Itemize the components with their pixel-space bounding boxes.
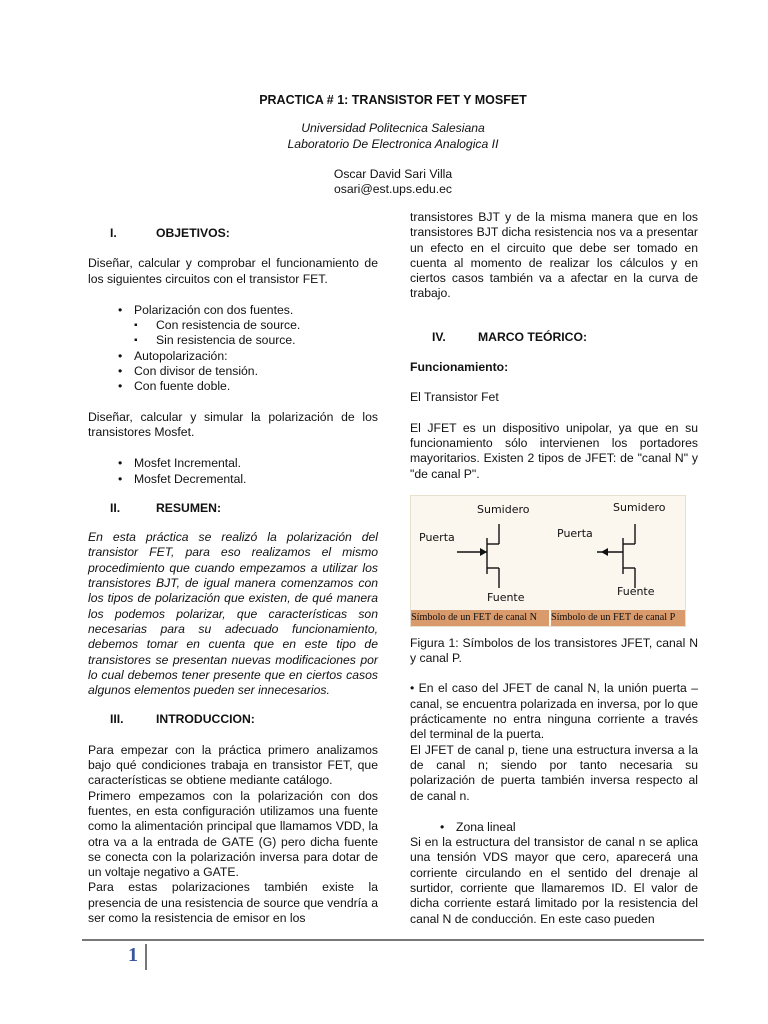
objetivos-paragraph: Diseñar, calcular y comprobar el funcionamiento de los siguientes circuitos con el transistor FET. <box>88 256 378 286</box>
label-sumidero-p: Sumidero <box>613 500 666 514</box>
subheading-transistor-fet: El Transistor Fet <box>410 390 499 405</box>
list-item: ▪ Con resistencia de source. <box>88 318 378 333</box>
left-column <box>88 210 378 926</box>
label-puerta-p: Puerta <box>557 526 593 540</box>
author-name: Oscar David Sari Villa <box>333 167 453 181</box>
jfet-symbols-drawing <box>411 496 685 626</box>
zona-lineal-paragraph: Si en la estructura del transistor de canal n se aplica una tensión VDS mayor que cero, aparecerá una corriente circulando en el sentido del drenaje al surtidor, corriente que llamaremos ID. El valor de dicha corriente estará limitado por la resistencia del canal N de conducción. En este caso pueden <box>410 835 698 926</box>
section-number: III. <box>110 712 124 727</box>
list-item: • Polarización con dos fuentes. <box>88 303 378 318</box>
arrow-icon <box>601 548 608 556</box>
figure-caption: Figura 1: Símbolos de los transistores JFET, canal N y canal P. <box>410 635 698 666</box>
intro-paragraph-3: Para estas polarizaciones también existe la presencia de una resistencia de source que vendría a ser como la resistencia de emisor en los <box>88 880 378 925</box>
label-puerta-n: Puerta <box>419 530 455 544</box>
section-title: INTRODUCCION: <box>156 712 255 727</box>
figure-caption-p: Símbolo de un FET de canal P <box>551 610 685 626</box>
label-fuente-n: Fuente <box>487 590 525 604</box>
label-fuente-p: Fuente <box>617 584 655 598</box>
subheading-funcionamiento: Funcionamiento: <box>410 360 509 375</box>
zona-list <box>410 820 698 835</box>
university-name: Universidad Politecnica Salesiana <box>301 121 485 135</box>
section-heading-resumen <box>88 501 378 516</box>
list-item: • Zona lineal <box>410 820 698 835</box>
section-heading-introduccion <box>88 712 378 727</box>
section-number: IV. <box>432 329 446 344</box>
list-item: • Con divisor de tensión. <box>88 364 378 379</box>
section-title: OBJETIVOS: <box>156 226 230 240</box>
section-title: MARCO TEÓRICO: <box>478 329 588 344</box>
list-item: • Mosfet Decremental. <box>88 472 378 487</box>
section-number: I. <box>110 226 117 240</box>
label-sumidero-n: Sumidero <box>477 502 530 516</box>
section-number: II. <box>110 500 121 515</box>
jfet-p-channel-symbol <box>597 524 635 588</box>
list-item: • Autopolarización: <box>88 349 378 364</box>
page-number: 1 <box>128 944 138 966</box>
list-item: • Mosfet Incremental. <box>88 456 378 471</box>
mosfet-paragraph: Diseñar, calcular y simular la polarización de los transistores Mosfet. <box>88 409 378 439</box>
canal-n-paragraph: • En el caso del JFET de canal N, la unión puerta – canal, se encuentra polarizada en inversa, por lo que prácticamente no entra ninguna corriente a través del terminal de la puerta. <box>410 681 698 742</box>
document-title: PRACTICA # 1: TRANSISTOR FET Y MOSFET <box>259 93 527 107</box>
jfet-symbols-figure <box>410 495 686 627</box>
resumen-paragraph: En esta práctica se realizó la polarización del transistor FET, para eso realizamos el mismo procedimiento que cuando empezamos a utilizar los transistores BJT, de igual manera comenzamos con los tipos de polarización que existen, de qué manera los podemos polarizar, que características son necesarias para su adecuado funcionamiento, debemos tomar en cuenta que en este tipo de transistores se presentan nuevas modificaciones por lo cual debemos tener presente que en ciertos casos algunos elementos pueden ser innecesarios. <box>88 530 378 698</box>
author-email: osari@est.ups.edu.ec <box>333 182 453 196</box>
intro-paragraph-1: Para empezar con la práctica primero analizamos bajo qué condiciones trabaja en transistor FET, que características se obtiene mediante catálogo. <box>88 742 378 788</box>
objetivos-list <box>88 303 378 395</box>
mosfet-list <box>88 456 378 487</box>
lab-name: Laboratorio De Electronica Analogica II <box>287 137 499 151</box>
figure-caption-n: Símbolo de un FET de canal N <box>411 610 549 626</box>
section-heading-marco-teorico <box>410 330 698 345</box>
footer-divider <box>82 939 704 941</box>
jfet-paragraph: El JFET es un dispositivo unipolar, ya que en su funcionamiento sólo intervienen los portadores mayoritarios. Existen 2 tipos de JFET: de "canal N" y "de canal P". <box>410 420 698 481</box>
page-number-divider <box>145 944 147 970</box>
section-heading-objetivos <box>88 226 378 241</box>
right-column <box>410 210 698 927</box>
section-title: RESUMEN: <box>156 500 222 515</box>
continuation-paragraph: transistores BJT y de la misma manera que en los transistores BJT dicha resistencia nos va a presentar un efecto en el circuito que debe ser tomado en cuenta al momento de realizar los cálculos y en ciertos casos también va a afectar en la curva de trabajo. <box>410 210 698 301</box>
list-item: • Con fuente doble. <box>88 379 378 394</box>
arrow-icon <box>480 548 487 556</box>
jfet-n-channel-symbol <box>457 524 499 588</box>
list-item: ▪ Sin resistencia de source. <box>88 333 378 348</box>
canal-p-paragraph: El JFET de canal p, tiene una estructura inversa a la de canal n; siendo por tanto necesaria su polarización de puerta también inversa respecto al de canal n. <box>410 742 698 803</box>
intro-paragraph-2: Primero empezamos con la polarización con dos fuentes, en esta configuración utilizamos una fuente como la alimentación principal que llamamos VDD, la otra va a la entrada de GATE (G) pero dicha fuente se conecta con la polarización inversa para dotar de un voltaje negativo a GATE. <box>88 788 378 880</box>
